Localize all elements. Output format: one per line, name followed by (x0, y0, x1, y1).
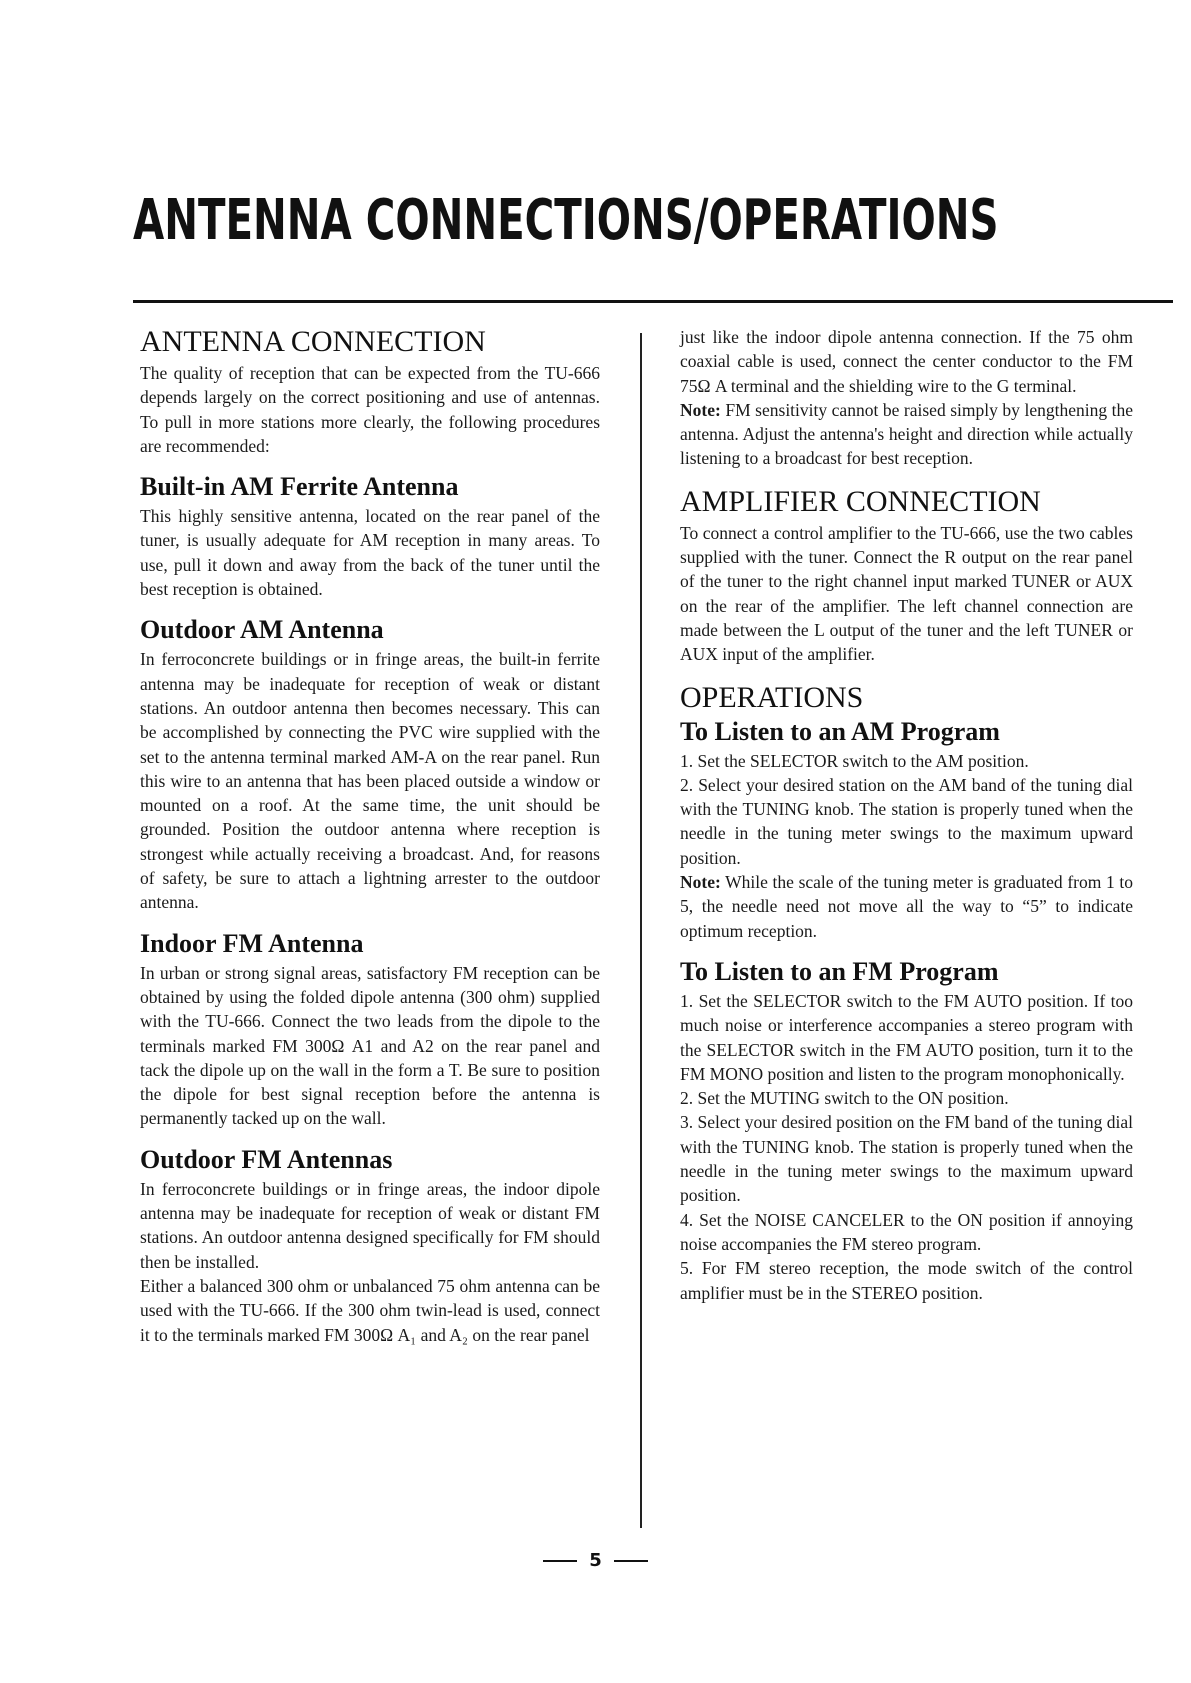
outdoor-am-text: In ferroconcrete buildings or in fringe areas, the built-in ferrite antenna may be inadequate for reception of weak or distant stations. An outdoor antenna then becomes necessary. This can be accomplished by connecting the PVC wire supplied with the set to the antenna terminal marked AM-A on the rear panel. Run this wire to an antenna that has been placed outside a window or mounted on a roof. At the same time, the unit should be grounded. Position the outdoor antenna where reception is strongest while actually receiving a broadcast. And, for reasons of safety, be sure to attach a lightning arrester to the outdoor antenna. (140, 649, 600, 913)
continued-text: just like the indoor dipole antenna connection. If the 75 ohm coaxial cable is used, connect the center conductor to the FM 75Ω A terminal and the shielding wire to the G terminal. (680, 327, 1133, 396)
title-rule (133, 300, 1173, 303)
note-label: Note: (680, 872, 721, 893)
fm-step: 2. Set the MUTING switch to the ON position. (680, 1088, 1009, 1109)
outdoor-am-heading: Outdoor AM Antenna (140, 615, 384, 645)
fm-step: 3. Select your desired position on the FM band of the tuning dial with the TUNING knob. The station is properly tuned when the needle in the tuning meter swings to the maximum upward position. (680, 1112, 1133, 1206)
amplifier-connection-heading: AMPLIFIER CONNECTION (680, 484, 1041, 518)
fm-step: 1. Set the SELECTOR switch to the FM AUTO position. If too much noise or interference accompanies a stereo program with the SELECTOR switch in the FM AUTO position, turn it to the FM MONO position and listen to the program monophonically. (680, 990, 1133, 1084)
right-column (680, 325, 1133, 1305)
am-step: 2. Select your desired station on the AM band of the tuning dial with the TUNING knob. The station is properly tuned when the needle in the tuning meter swings to the maximum upward position. (680, 774, 1133, 868)
column-divider (640, 333, 642, 1528)
note-text: FM sensitivity cannot be raised simply by lengthening the antenna. Adjust the antenna's height and direction while actually listening to a broadcast for best reception. (680, 399, 1133, 469)
indoor-fm-text: In urban or strong signal areas, satisfactory FM reception can be obtained by using the folded dipole antenna (300 ohm) supplied with the TU-666. Connect the two leads from the dipole to the terminals marked FM 300Ω A1 and A2 on the rear panel and tack the dipole up on the wall in the form a T. Be sure to position the dipole for best signal reception before the antenna is permanently tacked up on the wall. (140, 962, 600, 1129)
meter-note (680, 870, 1133, 943)
ferrite-antenna-heading: Built-in AM Ferrite Antenna (140, 472, 459, 502)
page-dash-right (614, 1560, 648, 1562)
left-column (140, 325, 600, 1347)
page-number (0, 1550, 1191, 1571)
page-number-value: 5 (589, 1550, 602, 1571)
antenna-connection-heading: ANTENNA CONNECTION (140, 325, 486, 358)
amplifier-connection-text: To connect a control amplifier to the TU-666, use the two cables supplied with the tuner. Connect the R output on the rear panel of the tuner to the right channel input marked TUNER or AUX on the rear of the amplifier. The left channel connection are made between the L output of the tuner and the left TUNER or AUX input of the amplifier. (680, 522, 1133, 665)
outdoor-fm-text-1: In ferroconcrete buildings or in fringe areas, the indoor dipole antenna may be inadequate for reception of weak or distant FM stations. An outdoor antenna designed specifically for FM should then be installed. (140, 1178, 600, 1272)
fm-step: 4. Set the NOISE CANCELER to the ON position if annoying noise accompanies the FM stereo program. (680, 1209, 1133, 1254)
am-program-heading: To Listen to an AM Program (680, 716, 1000, 746)
fm-program-heading: To Listen to an FM Program (680, 956, 999, 986)
fm-note (680, 398, 1133, 471)
antenna-connection-text: The quality of reception that can be expected from the TU-666 depends largely on the correct positioning and use of antennas. To pull in more stations more clearly, the following procedures are recommended: (140, 363, 600, 456)
am-step: 1. Set the SELECTOR switch to the AM position. (680, 750, 1029, 771)
outdoor-fm-heading: Outdoor FM Antennas (140, 1144, 393, 1174)
operations-heading: OPERATIONS (680, 680, 864, 714)
indoor-fm-heading: Indoor FM Antenna (140, 928, 364, 958)
fm-step: 5. For FM stereo reception, the mode switch of the control amplifier must be in the STEREO position. (680, 1258, 1133, 1303)
note-text: While the scale of the tuning meter is graduated from 1 to 5, the needle need not move all the way to “5” to indicate optimum reception. (680, 872, 1133, 941)
note-label: Note: (680, 399, 721, 420)
page-title: ANTENNA CONNECTIONS/OPERATIONS (133, 188, 999, 253)
ferrite-antenna-text: This highly sensitive antenna, located on the rear panel of the tuner, is usually adequate for AM reception in many areas. To use, pull it down and away from the back of the tuner until the best reception is obtained. (140, 506, 600, 600)
outdoor-fm-text-2: Either a balanced 300 ohm or unbalanced 75 ohm antenna can be used with the TU-666. If the 300 ohm twin-lead is used, connect it to the terminals marked FM 300Ω A₁ and A₂ on the rear panel (140, 1275, 600, 1345)
page-dash-left (543, 1560, 577, 1562)
